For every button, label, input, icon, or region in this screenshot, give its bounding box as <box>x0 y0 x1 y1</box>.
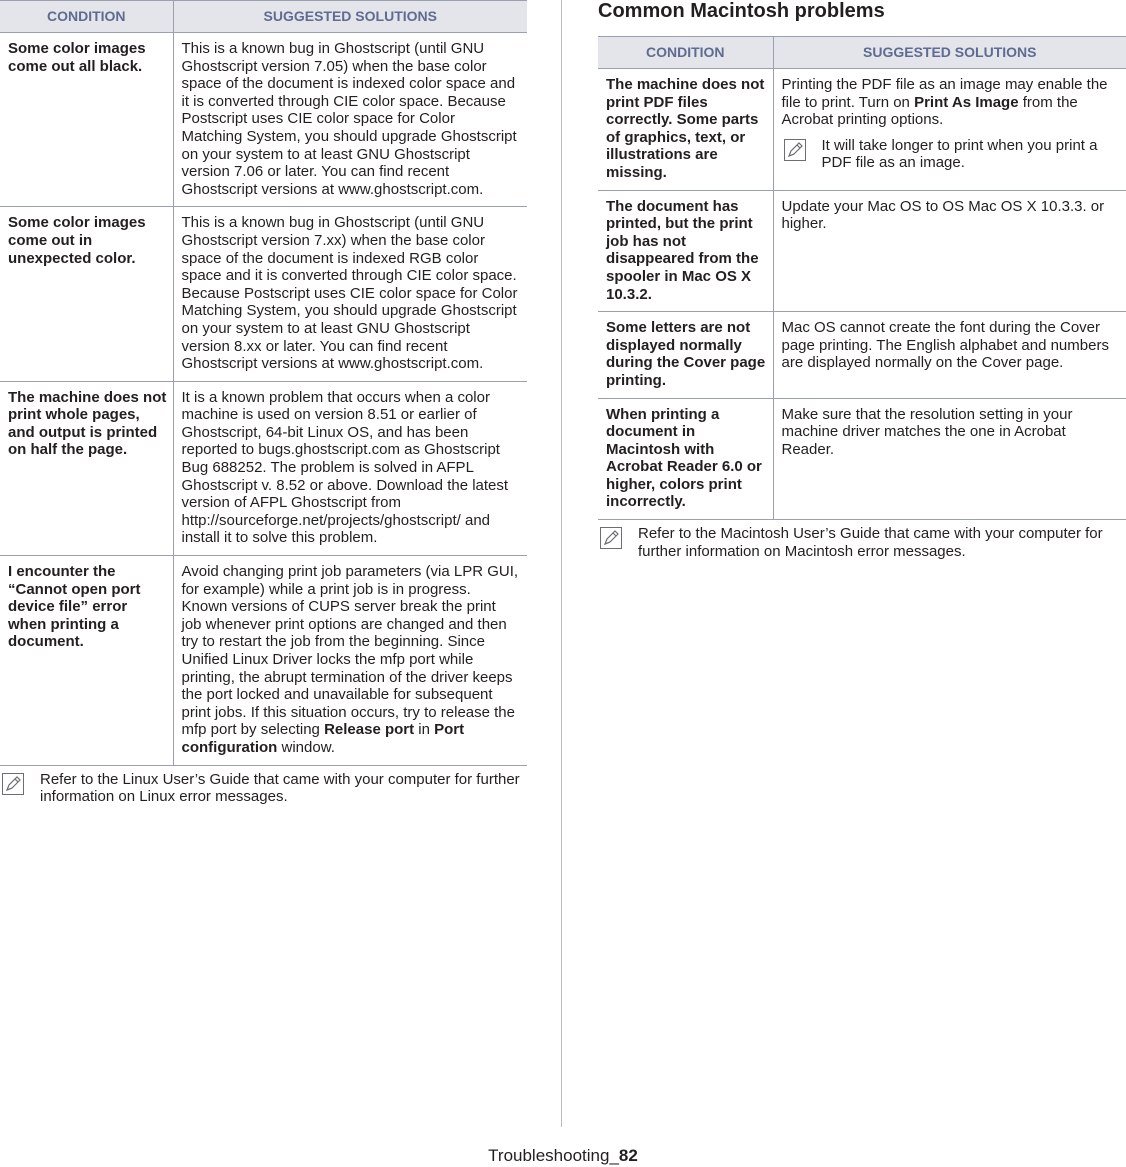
page-number: 82 <box>618 1146 638 1165</box>
solution-cell: Mac OS cannot create the font during the Cover page printing. The English alphabet and numbers are displayed normally on the Cover page. <box>773 312 1126 398</box>
note-pencil-icon <box>784 139 806 161</box>
table-row <box>0 207 527 381</box>
linux-problems-table <box>0 0 527 766</box>
note-pencil-icon <box>600 527 622 549</box>
note-pencil-icon <box>2 773 24 795</box>
print-as-image-label: Print As Image <box>914 93 1019 111</box>
solution-cell: It is a known problem that occurs when a color machine is used on version 8.51 or earlier of Ghostscript, 64-bit Linux OS, and has been reported to bugs.ghostscript.com as Ghostscript Bug 688252. The problem is solved in AFPL Ghostscript v. 8.52 or above. Download the latest version of AFPL Ghostscript from http://sourceforge.net/projects/ghostscript/ and install it to solve this problem. <box>173 381 527 555</box>
table-row <box>598 190 1126 312</box>
condition-cell: Some color images come out all black. <box>0 33 173 207</box>
solution-cell <box>773 69 1126 191</box>
table-header-row <box>598 37 1126 69</box>
column-divider <box>561 0 562 1127</box>
table-row <box>0 556 527 766</box>
solution-text: in <box>414 721 435 739</box>
right-column <box>598 0 1126 560</box>
solution-cell: This is a known bug in Ghostscript (until GNU Ghostscript version 7.xx) when the base color space of the document is indexed RGB color space and it is converted through CIE color space. Because Postscript uses CIE color space for Color Matching System, you should upgrade Ghostscript on your system to at least GNU Ghostscript version 8.xx or later. You can find recent Ghostscript versions at www.ghostscript.com. <box>173 207 527 381</box>
inner-note-text: It will take longer to print when you print a PDF file as an image. <box>821 136 1098 172</box>
condition-cell: The document has printed, but the print job has not disappeared from the spooler in Mac OS X 10.3.2. <box>598 190 773 312</box>
left-column <box>0 0 527 806</box>
inner-note <box>782 137 1120 172</box>
table-header-row <box>0 1 527 33</box>
table-row <box>598 69 1126 191</box>
condition-cell: Some letters are not displayed normally during the Cover page printing. <box>598 312 773 398</box>
condition-header: CONDITION <box>598 37 773 69</box>
condition-cell: I encounter the “Cannot open port device file” error when printing a document. <box>0 556 173 766</box>
linux-note-text: Refer to the Linux User’s Guide that came with your computer for further information on Linux error messages. <box>40 770 520 806</box>
table-row <box>598 398 1126 520</box>
condition-header: CONDITION <box>0 1 173 33</box>
solutions-header: SUGGESTED SOLUTIONS <box>773 37 1126 69</box>
mac-note-text: Refer to the Macintosh User’s Guide that came with your computer for further information on Macintosh error messages. <box>638 525 1103 560</box>
solution-cell: This is a known bug in Ghostscript (until GNU Ghostscript version 7.05) when the base color space of the document is indexed color space and it is converted through CIE color space. Because Postscript uses CIE color space for Color Matching System, you should upgrade Ghostscript on your system to at least GNU Ghostscript version 7.06 or later. You can find recent Ghostscript versions at www.ghostscript.com. <box>173 33 527 207</box>
solution-paragraph <box>782 76 1120 129</box>
condition-cell: When printing a document in Macintosh with Acrobat Reader 6.0 or higher, colors print incorrectly. <box>598 398 773 520</box>
solution-cell <box>173 556 527 766</box>
page-footer <box>0 1146 1126 1166</box>
solution-cell: Update your Mac OS to OS Mac OS X 10.3.3. or higher. <box>773 190 1126 312</box>
solution-text: Printing the PDF file as an image may enable the file to print. Turn on <box>781 76 1108 111</box>
condition-cell: The machine does not print whole pages, and output is printed on half the page. <box>0 381 173 555</box>
condition-cell: The machine does not print PDF files correctly. Some parts of graphics, text, or illustrations are missing. <box>598 69 773 191</box>
release-port-label: Release port <box>324 721 415 739</box>
solutions-header: SUGGESTED SOLUTIONS <box>173 1 527 33</box>
solution-cell: Make sure that the resolution setting in your machine driver matches the one in Acrobat Reader. <box>773 398 1126 520</box>
mac-problems-table <box>598 36 1126 520</box>
linux-note <box>0 771 527 806</box>
solution-text: Avoid changing print job parameters (via LPR GUI, for example) while a print job is in progress. Known versions of CUPS server break the print job whenever print options are changed and then try to restart the job from the beginning. Since Unified Linux Driver locks the mfp port while printing, the abrupt termination of the driver keeps the port locked and unavailable for subsequent print jobs. If this situation occurs, try to release the mfp port by selecting <box>181 563 519 739</box>
mac-note <box>598 525 1126 560</box>
section-title: Common Macintosh problems <box>598 0 885 22</box>
solution-text: window. <box>277 738 335 756</box>
condition-cell: Some color images come out in unexpected color. <box>0 207 173 381</box>
table-row <box>598 312 1126 398</box>
footer-section: Troubleshooting_ <box>488 1146 619 1165</box>
port-configuration-label: Port configuration <box>181 721 465 756</box>
solution-text: from the Acrobat printing options. <box>781 93 1078 129</box>
table-row <box>0 33 527 207</box>
table-row <box>0 381 527 555</box>
